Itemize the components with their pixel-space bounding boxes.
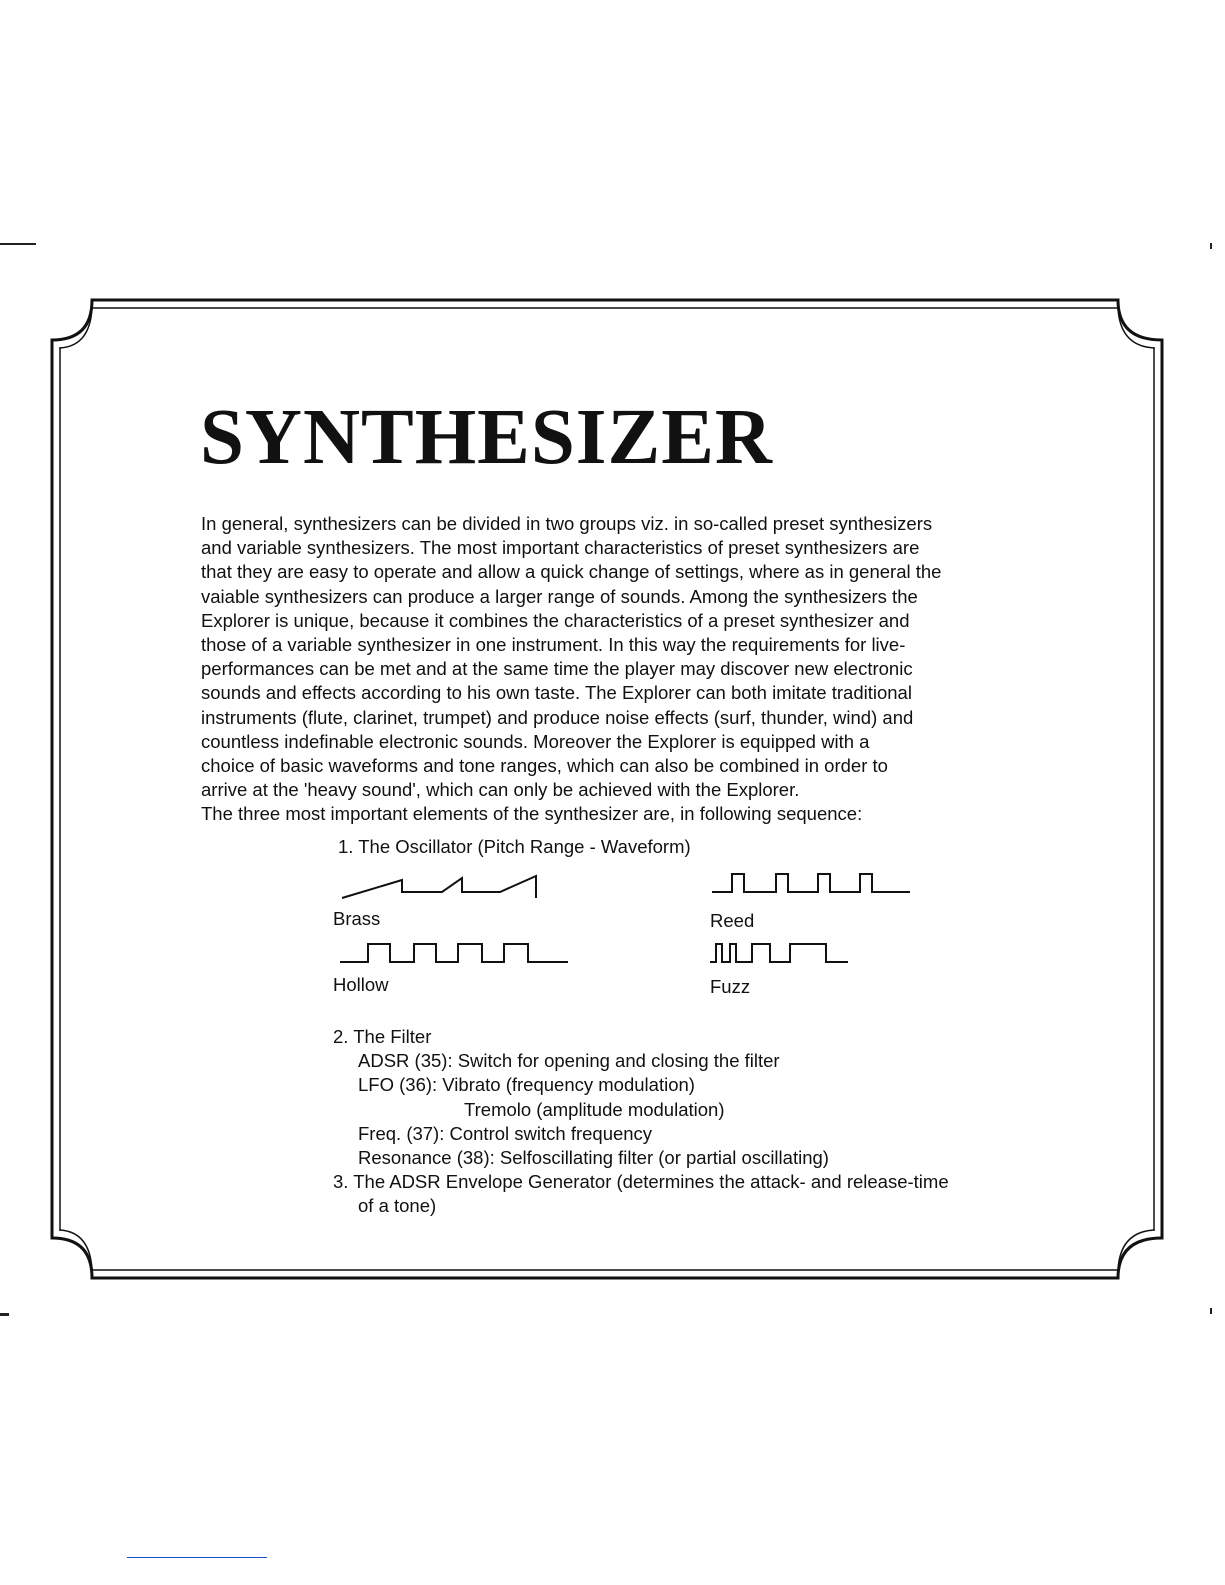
hollow-waveform-icon [338,938,573,968]
paragraph-line: The three most important elements of the synthesizer are, in following sequence: [201,803,863,825]
paragraph-line: vaiable synthesizers can produce a larger range of sounds. Among the synthesizers the [201,585,918,607]
paragraph-line: countless indefinable electronic sounds. Moreover the Explorer is equipped with a [201,730,870,752]
intro-paragraph [201,512,1051,827]
paragraph-line: In general, synthesizers can be divided in two groups viz. in so-called preset synthesizers [201,513,933,534]
fuzz-waveform-icon [708,938,853,968]
hollow-label: Hollow [333,974,389,995]
scan-edge-mark [1210,1308,1212,1314]
paragraph-line: arrive at the 'heavy sound', which can only be achieved with the Explorer. [201,779,800,801]
list-item: Freq. (37): Control switch frequency [358,1122,653,1144]
list-item: LFO (36): Vibrato (frequency modulation) [358,1074,695,1096]
paragraph-line: sounds and effects according to his own taste. The Explorer can both imitate traditional [201,682,912,704]
oscillator-heading: 1. The Oscillator (Pitch Range - Waveform) [338,836,691,857]
list-item: ADSR (35): Switch for opening and closing the filter [358,1050,780,1072]
page-title: SYNTHESIZER [200,394,773,481]
brass-label: Brass [333,908,381,929]
list-item: Tremolo (amplitude modulation) [464,1098,725,1120]
paragraph-line: instruments (flute, clarinet, trumpet) and produce noise effects (surf, thunder, wind) and [201,706,914,728]
list-item: of a tone) [358,1195,437,1217]
elements-list [333,1025,1053,1219]
list-item: Resonance (38): Selfoscillating filter (or partial oscillating) [358,1147,829,1169]
scan-edge-mark [1210,243,1212,249]
paragraph-line: those of a variable synthesizer in one instrument. In this way the requirements for live- [201,634,906,656]
paragraph-line: that they are easy to operate and allow a quick change of settings, where as in general the [201,561,942,583]
paragraph-line: choice of basic waveforms and tone ranges, which can also be combined in order to [201,755,888,777]
brass-waveform-icon [340,872,545,900]
reed-label: Reed [710,910,755,931]
paragraph-line: performances can be met and at the same time the player may discover new electronic [201,658,913,680]
list-item: 2. The Filter [333,1026,432,1047]
fuzz-label: Fuzz [710,976,751,997]
paragraph-line: Explorer is unique, because it combines the characteristics of a preset synthesizer and [201,609,910,631]
list-item: 3. The ADSR Envelope Generator (determines the attack- and release-time [333,1171,949,1193]
paragraph-line: and variable synthesizers. The most important characteristics of preset synthesizers are [201,537,920,559]
reed-waveform-icon [710,868,915,896]
scan-edge-mark [0,1313,9,1316]
footer-rule [127,1557,267,1558]
scan-edge-mark [0,243,36,245]
